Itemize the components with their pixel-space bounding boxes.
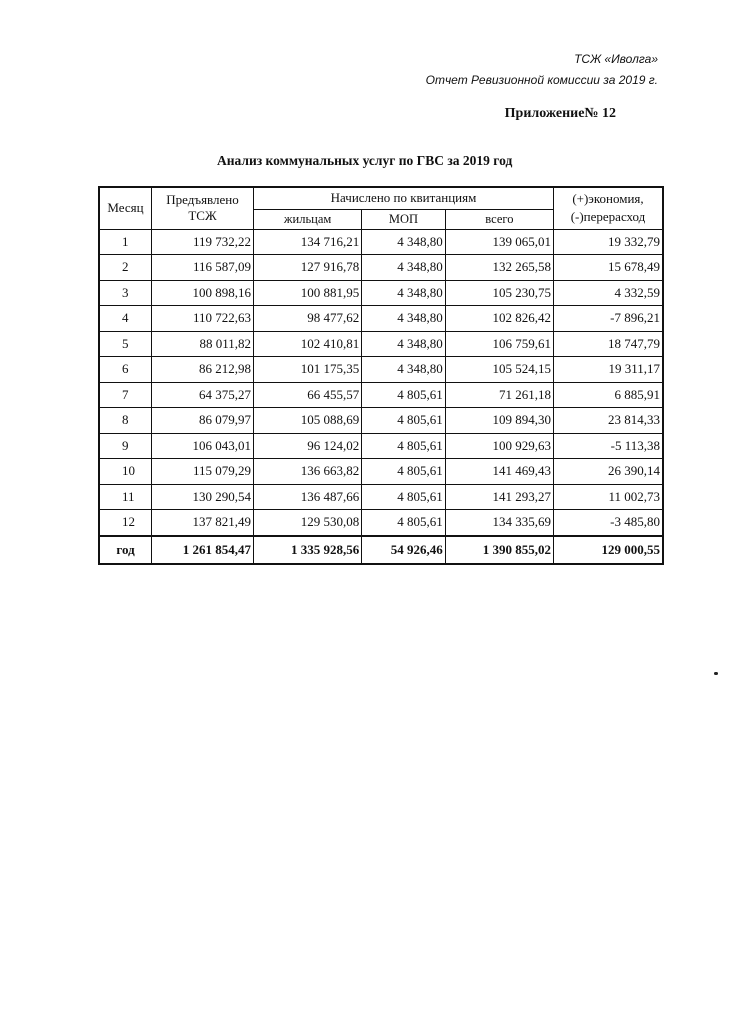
- cell-month: 8: [99, 408, 152, 434]
- cell-month: 4: [99, 306, 152, 332]
- cell-diff: 6 885,91: [554, 382, 664, 408]
- cell-total: 141 469,43: [445, 459, 553, 485]
- cell-mop: 4 348,80: [362, 306, 446, 332]
- cell-total: 105 230,75: [445, 280, 553, 306]
- cell-residents: 127 916,78: [254, 255, 362, 281]
- cell-diff: 11 002,73: [554, 484, 664, 510]
- cell-residents: 101 175,35: [254, 357, 362, 383]
- table-row: [99, 229, 663, 255]
- cell-diff: 15 678,49: [554, 255, 664, 281]
- cell-month: 11: [99, 484, 152, 510]
- cell-presented: 115 079,29: [152, 459, 254, 485]
- cell-mop: 4 805,61: [362, 484, 446, 510]
- table-row: [99, 433, 663, 459]
- totals-diff: 129 000,55: [554, 536, 664, 564]
- cell-month: 9: [99, 433, 152, 459]
- totals-mop: 54 926,46: [362, 536, 446, 564]
- cell-diff: -5 113,38: [554, 433, 664, 459]
- cell-presented: 86 212,98: [152, 357, 254, 383]
- cell-diff: 4 332,59: [554, 280, 664, 306]
- cell-mop: 4 348,80: [362, 255, 446, 281]
- table-row: [99, 459, 663, 485]
- header-presented: Предъявлено ТСЖ: [152, 187, 254, 229]
- cell-residents: 136 663,82: [254, 459, 362, 485]
- cell-month: 5: [99, 331, 152, 357]
- cell-mop: 4 805,61: [362, 459, 446, 485]
- header-economy-line2: (-)перерасход: [570, 209, 646, 225]
- cell-mop: 4 348,80: [362, 357, 446, 383]
- cell-mop: 4 348,80: [362, 229, 446, 255]
- table-row: [99, 255, 663, 281]
- totals-presented: 1 261 854,47: [152, 536, 254, 564]
- cell-total: 141 293,27: [445, 484, 553, 510]
- cell-total: 71 261,18: [445, 382, 553, 408]
- cell-diff: 18 747,79: [554, 331, 664, 357]
- cell-mop: 4 348,80: [362, 331, 446, 357]
- cell-presented: 100 898,16: [152, 280, 254, 306]
- cell-total: 134 335,69: [445, 510, 553, 536]
- cell-total: 109 894,30: [445, 408, 553, 434]
- cell-residents: 105 088,69: [254, 408, 362, 434]
- cell-total: 105 524,15: [445, 357, 553, 383]
- header-economy: [554, 187, 664, 229]
- cell-month: 1: [99, 229, 152, 255]
- header-charged: Начислено по квитанциям: [254, 187, 554, 209]
- cell-diff: -3 485,80: [554, 510, 664, 536]
- appendix-label: Приложение№ 12: [504, 106, 616, 121]
- cell-mop: 4 348,80: [362, 280, 446, 306]
- table-row: [99, 484, 663, 510]
- cell-residents: 66 455,57: [254, 382, 362, 408]
- cell-month: 10: [99, 459, 152, 485]
- cell-diff: 23 814,33: [554, 408, 664, 434]
- cell-residents: 96 124,02: [254, 433, 362, 459]
- cell-total: 100 929,63: [445, 433, 553, 459]
- table-row: [99, 510, 663, 536]
- cell-month: 6: [99, 357, 152, 383]
- cell-total: 106 759,61: [445, 331, 553, 357]
- cell-presented: 86 079,97: [152, 408, 254, 434]
- table-row: [99, 331, 663, 357]
- header-total: всего: [445, 209, 553, 229]
- cell-presented: 88 011,82: [152, 331, 254, 357]
- cell-month: 12: [99, 510, 152, 536]
- cell-mop: 4 805,61: [362, 382, 446, 408]
- totals-row: [99, 536, 663, 564]
- cell-month: 3: [99, 280, 152, 306]
- cell-mop: 4 805,61: [362, 510, 446, 536]
- cell-residents: 98 477,62: [254, 306, 362, 332]
- utilities-table: [98, 186, 664, 565]
- table-row: [99, 306, 663, 332]
- organization-name: ТСЖ «Иволга»: [574, 52, 658, 66]
- cell-presented: 106 043,01: [152, 433, 254, 459]
- cell-diff: 19 311,17: [554, 357, 664, 383]
- cell-month: 2: [99, 255, 152, 281]
- cell-presented: 110 722,63: [152, 306, 254, 332]
- document-title: Анализ коммунальных услуг по ГВС за 2019 год: [217, 153, 513, 168]
- cell-total: 102 826,42: [445, 306, 553, 332]
- scan-speck: [714, 672, 718, 675]
- cell-residents: 136 487,66: [254, 484, 362, 510]
- cell-presented: 119 732,22: [152, 229, 254, 255]
- cell-total: 139 065,01: [445, 229, 553, 255]
- header-residents: жильцам: [254, 209, 362, 229]
- header-economy-line1: (+)экономия,: [572, 191, 644, 207]
- table-row: [99, 382, 663, 408]
- cell-diff: 26 390,14: [554, 459, 664, 485]
- cell-presented: 64 375,27: [152, 382, 254, 408]
- cell-mop: 4 805,61: [362, 408, 446, 434]
- cell-residents: 129 530,08: [254, 510, 362, 536]
- cell-diff: 19 332,79: [554, 229, 664, 255]
- report-title: Отчет Ревизионной комиссии за 2019 г.: [425, 73, 658, 87]
- cell-mop: 4 805,61: [362, 433, 446, 459]
- totals-residents: 1 335 928,56: [254, 536, 362, 564]
- cell-residents: 100 881,95: [254, 280, 362, 306]
- cell-presented: 130 290,54: [152, 484, 254, 510]
- table-row: [99, 357, 663, 383]
- cell-diff: -7 896,21: [554, 306, 664, 332]
- cell-total: 132 265,58: [445, 255, 553, 281]
- table-row: [99, 408, 663, 434]
- table-row: [99, 280, 663, 306]
- header-month: Месяц: [99, 187, 152, 229]
- cell-residents: 102 410,81: [254, 331, 362, 357]
- totals-label: год: [99, 536, 152, 564]
- cell-month: 7: [99, 382, 152, 408]
- cell-presented: 137 821,49: [152, 510, 254, 536]
- cell-presented: 116 587,09: [152, 255, 254, 281]
- header-mop: МОП: [362, 209, 446, 229]
- totals-total: 1 390 855,02: [445, 536, 553, 564]
- cell-residents: 134 716,21: [254, 229, 362, 255]
